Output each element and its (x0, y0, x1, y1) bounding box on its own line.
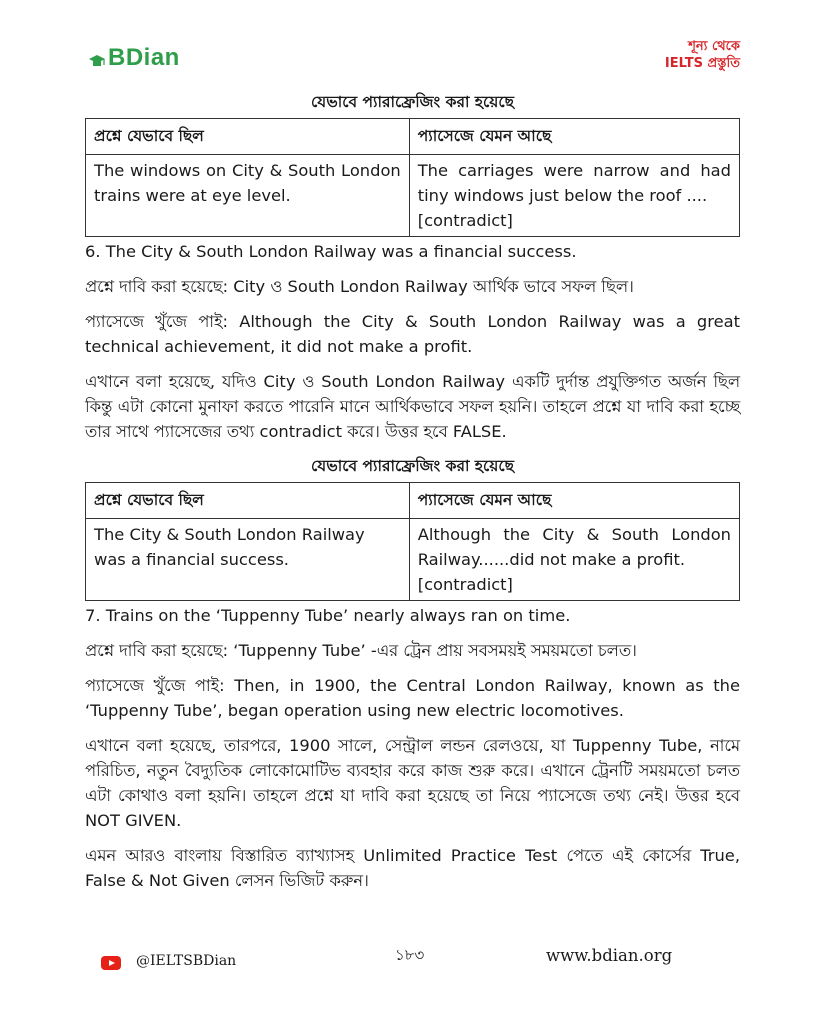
page-number: ১৮৩ (395, 946, 425, 964)
table-header-row (86, 483, 740, 519)
table-header-row (86, 119, 740, 155)
paraphrase-heading: যেভাবে প্যারাফ্রেজিং করা হয়েছে (310, 93, 515, 111)
passage-text: Although the City & South London Railway......did not make a profit. (417, 525, 731, 569)
brand-logo (88, 46, 180, 70)
passage-found: প্যাসেজে খুঁজে পাই: Then, in 1900, the Central London Railway, known as the ‘Tuppenny Tube’, began operation using new electric locomotives. (85, 676, 740, 720)
question-claim: প্রশ্নে দাবি করা হয়েছে: ‘Tuppenny Tube’ -এর ট্রেন প্রায় সবসময়ই সময়মতো চলত। (85, 641, 637, 660)
page-content (85, 90, 740, 903)
passage-cell (409, 155, 739, 237)
paraphrase-table (85, 118, 740, 237)
question-claim: প্রশ্নে দাবি করা হয়েছে: City ও South London Railway আর্থিক ভাবে সফল ছিল। (85, 277, 634, 296)
passage-found: প্যাসেজে খুঁজে পাই: Although the City & South London Railway was a great technical achievement, it did not make a profit. (85, 312, 740, 356)
explanation: এখানে বলা হয়েছে, তারপরে, 1900 সালে, সেন্ট্রাল লন্ডন রেলওয়ে, যা Tuppenny Tube, নামে পরিচিত, নতুন বৈদ্যুতিক লোকোমোটিভ ব্যবহার করে কাজ শুরু করে। এখানে ট্রেনটি সময়মতো চলত এটা কোথাও বলা হয়নি। তাহলে প্রশ্নে যা দাবি করা হয়েছে তা নিয়ে প্যাসেজে তথ্য নেই। উত্তর হবে NOT GIVEN. (85, 736, 740, 830)
passage-column-header: প্যাসেজে যেমন আছে (409, 119, 739, 155)
youtube-handle[interactable]: @IELTSBDian (136, 953, 237, 969)
passage-text: The carriages were narrow and had tiny windows just below the roof .... (417, 161, 731, 205)
tagline (665, 38, 740, 72)
page-footer (0, 938, 825, 978)
paraphrase-heading: যেভাবে প্যারাফ্রেজিং করা হয়েছে (310, 457, 515, 475)
passage-column-header: প্যাসেজে যেমন আছে (409, 483, 739, 519)
question-cell: The City & South London Railway was a financial success. (86, 519, 410, 601)
question-column-header: প্রশ্নে যেভাবে ছিল (86, 119, 410, 155)
table-row (86, 155, 740, 237)
tagline-line1: শূন্য থেকে (688, 39, 740, 54)
paraphrase-table (85, 482, 740, 601)
question-statement: 7. Trains on the ‘Tuppenny Tube’ nearly always ran on time. (85, 606, 571, 625)
passage-tag: [contradict] (417, 575, 513, 594)
youtube-icon[interactable] (101, 956, 121, 970)
question-statement: 6. The City & South London Railway was a financial success. (85, 242, 577, 261)
brand-name: BDian (108, 44, 180, 71)
graduation-cap-icon (88, 54, 106, 70)
question-cell: The windows on City & South London trains were at eye level. (86, 155, 410, 237)
website-link[interactable]: www.bdian.org (546, 946, 673, 965)
table-row (86, 519, 740, 601)
tagline-line2: IELTS প্রস্তুতি (664, 56, 740, 71)
passage-cell (409, 519, 739, 601)
passage-tag: [contradict] (417, 211, 513, 230)
promo-text: এমন আরও বাংলায় বিস্তারিত ব্যাখ্যাসহ Unlimited Practice Test পেতে এই কোর্সের True, False & Not Given লেসন ভিজিট করুন। (85, 846, 740, 890)
question-column-header: প্রশ্নে যেভাবে ছিল (86, 483, 410, 519)
explanation: এখানে বলা হয়েছে, যদিও City ও South London Railway একটি দুর্দান্ত প্রযুক্তিগত অর্জন ছিল কিন্তু এটা কোনো মুনাফা করতে পারেনি মানে আর্থিকভাবে সফল হয়নি। তাহলে প্রশ্নে যা দাবি করা হচ্ছে তার সাথে প্যাসেজের তথ্য contradict করে। উত্তর হবে FALSE. (85, 372, 740, 441)
